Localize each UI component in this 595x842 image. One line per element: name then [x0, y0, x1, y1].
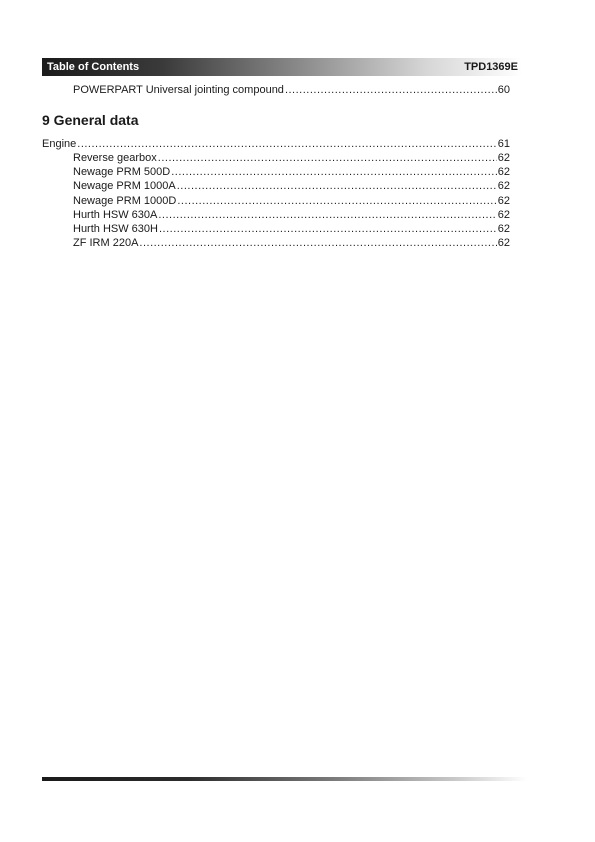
toc-entry-hurth-hsw-630h[interactable]: [73, 223, 510, 236]
toc-entry-label: ZF IRM 220A: [73, 237, 139, 249]
toc-entry-page: 62: [497, 152, 510, 164]
toc-entry-page: 62: [497, 195, 510, 207]
toc-entry-page: 61: [497, 138, 510, 150]
toc-entry-label: Hurth HSW 630A: [73, 209, 158, 221]
toc-entry-newage-prm-500d[interactable]: [73, 166, 510, 179]
toc-entry-label: Newage PRM 1000A: [73, 180, 176, 192]
toc-leader-dots: [177, 195, 496, 208]
document-id: TPD1369E: [464, 61, 518, 73]
toc-entry-reverse-gearbox[interactable]: [73, 152, 510, 165]
toc-leader-dots: [139, 237, 496, 250]
section-heading: 9 General data: [42, 112, 139, 128]
toc-entry-label: POWERPART Universal jointing compound: [73, 84, 284, 96]
page-header-bar: [42, 58, 522, 76]
toc-entry-page: 60: [497, 84, 510, 96]
toc-leader-dots: [159, 223, 497, 236]
page-footer-bar: [42, 777, 527, 781]
toc-entry-hurth-hsw-630a[interactable]: [73, 209, 510, 222]
toc-entry-page: 62: [497, 223, 510, 235]
toc-entry-label: Newage PRM 1000D: [73, 195, 177, 207]
toc-entry-engine[interactable]: [42, 138, 510, 151]
toc-entry-zf-irm-220a[interactable]: [73, 237, 510, 250]
toc-leader-dots: [77, 138, 496, 151]
toc-entry-page: 62: [497, 180, 510, 192]
toc-entry-label: Reverse gearbox: [73, 152, 157, 164]
toc-leader-dots: [158, 152, 497, 165]
toc-leader-dots: [285, 84, 497, 97]
toc-entry-powerpart-jointing-compound[interactable]: [73, 84, 510, 97]
toc-leader-dots: [177, 180, 497, 193]
header-title: Table of Contents: [47, 61, 140, 73]
toc-entry-page: 62: [497, 209, 510, 221]
toc-entry-label: Newage PRM 500D: [73, 166, 171, 178]
toc-leader-dots: [158, 209, 496, 222]
toc-leader-dots: [171, 166, 497, 179]
toc-entry-label: Engine: [42, 138, 77, 150]
toc-entry-page: 62: [497, 166, 510, 178]
toc-entry-newage-prm-1000a[interactable]: [73, 180, 510, 193]
toc-entry-page: 62: [497, 237, 510, 249]
toc-entry-newage-prm-1000d[interactable]: [73, 195, 510, 208]
toc-entry-label: Hurth HSW 630H: [73, 223, 158, 235]
